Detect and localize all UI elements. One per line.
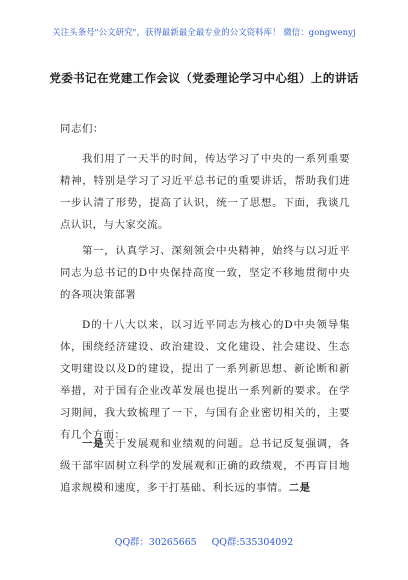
footer-contact <box>0 534 408 548</box>
paragraph-party-congress: D的十八大以来，以习近平同志为核心的D中央领导集体，围绕经济建设、政治建设、文化建设、社会建设、生态文明建设以及D的建设，提出了一系列新思想、新论断和新举措，对于国有企业改革发展也提出一系列新的要求。在学习期间，我大致梳理了一下，与国有企业密切相关的，主要有几个方面： <box>60 319 350 441</box>
document-title: 党委书记在党建工作会议（党委理论学习中心组）上的讲话 <box>49 71 359 85</box>
first-aspect-text: 关于发展观和业绩观的问题。总书记反复强调，各级干部牢固树立科学的发展观和正确的政绩观，不再盲目地追求规模和速度，多干打基础、利长远的事情。 <box>60 438 350 494</box>
footer-qq-group-2: QQ群:535304092 <box>211 537 294 548</box>
paragraph-intro: 我们用了一天半的时间，传达学习了中央的一系列重要精神，特别是学习了习近平总书记的重要讲话，帮助我们进一步认清了形势，提高了认识，统一了思想。下面，我谈几点认识，与大家交流。 <box>60 153 350 231</box>
second-aspect-lead: 二是 <box>288 482 311 494</box>
salutation: 同志们： <box>60 123 104 135</box>
paragraph-first-aspect <box>60 433 350 499</box>
header-promo-note: 关注头条号"公文研究"，获得最新最全最专业的公文资料库！ 微信：gongwenyj <box>52 27 356 37</box>
first-aspect-lead: 一是 <box>82 438 105 450</box>
footer-qq-group-1: QQ群：30265665 <box>114 537 197 548</box>
paragraph-point-one: 第一，认真学习、深刻领会中央精神，始终与以习近平同志为总书记的D中央保持高度一致，坚定不移地贯彻中央的各项决策部署 <box>60 245 350 301</box>
